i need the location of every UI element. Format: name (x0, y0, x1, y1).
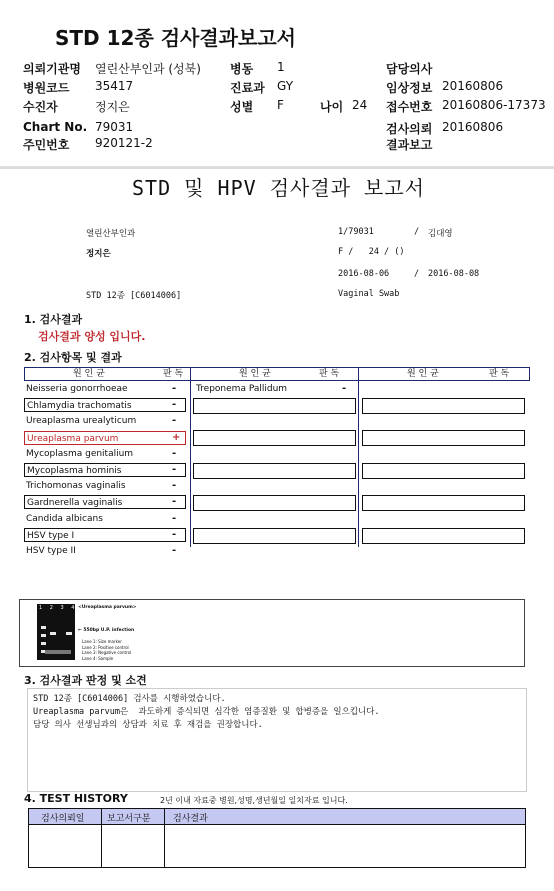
chart-value: 79031 (95, 120, 134, 134)
pathogen-row: Gardnerella vaginalis (24, 495, 186, 509)
section4-title: 4. TEST HISTORY (24, 792, 128, 805)
history-col-type: 보고서구분 (107, 814, 151, 824)
pathogen-result: - (172, 512, 177, 524)
empty-result-box (362, 398, 525, 414)
empty-result-box (362, 528, 525, 544)
id-label: 주민번호 (23, 138, 70, 152)
age-value: 24 (352, 98, 368, 112)
ward-value: 1 (277, 60, 285, 74)
sex-value: F (277, 98, 284, 112)
inst-value: 열린산부인과 (성북) (95, 62, 201, 76)
section3-title: 3. 검사결과 판정 및 소견 (24, 674, 147, 687)
col-pathogen-3: 원 인 균 (407, 369, 439, 379)
pathogen-row: HSV type II (26, 546, 76, 556)
treponema-name: Treponema Pallidum (196, 384, 288, 394)
empty-result-box (193, 430, 356, 446)
pathogen-row: Ureaplasma parvum (24, 431, 186, 445)
gel-band (50, 632, 56, 635)
pathogen-row: Ureaplasma urealyticum (26, 416, 137, 427)
table-header-col2 (190, 367, 360, 381)
opinion-line: STD 12종 [C6014006] 검사를 시행하였습니다. (33, 694, 226, 704)
pathogen-result: - (172, 464, 177, 475)
result-positive-text: 검사결과 양성 입니다. (38, 330, 146, 343)
empty-result-box (362, 495, 525, 511)
age-label: 나이 (320, 100, 344, 114)
clinical-value: 20160806 (442, 79, 504, 93)
history-divider (164, 809, 165, 867)
request-label: 검사의뢰 (386, 122, 433, 136)
pathogen-result: - (172, 480, 177, 492)
pathogen-result: - (172, 415, 177, 427)
empty-result-box (362, 463, 525, 479)
doc-title: STD 및 HPV 검사결과 보고서 (132, 176, 425, 200)
table-divider-1 (190, 367, 191, 547)
table-header-col1 (24, 367, 192, 381)
gel-legend-line: Lane 4: Sample (82, 655, 114, 661)
section1-title: 1. 검사결과 (24, 313, 83, 326)
gel-band (41, 642, 46, 645)
history-col-result: 검사결과 (173, 814, 208, 824)
info-chart: 1/79031 (338, 227, 374, 237)
empty-result-box (193, 398, 356, 414)
col-pathogen-2: 원 인 균 (239, 369, 271, 379)
gel-band (41, 634, 46, 637)
clinical-label: 임상정보 (386, 81, 433, 95)
patient-label: 수진자 (23, 100, 58, 114)
gel-band (41, 626, 46, 629)
col-result-1: 판 독 (163, 369, 184, 379)
patient-value: 정지은 (95, 100, 130, 114)
table-header-col3 (358, 367, 530, 381)
gel-legend-line: Lane 3: Negative control (82, 650, 132, 655)
gel-title: <Ureaplasma parvum> (78, 605, 137, 610)
dept-label: 진료과 (230, 81, 265, 95)
id-value: 920121-2 (95, 136, 153, 150)
history-note: 2년 이내 자료중 병원,성명,생년월일 일치자료 입니다. (160, 796, 348, 805)
history-table (28, 808, 526, 868)
info-slash-1: / (414, 227, 420, 237)
treponema-result: - (342, 383, 347, 394)
info-date-a: 2016-08-06 (338, 269, 390, 279)
pathogen-result: + (172, 431, 181, 443)
pathogen-result: - (172, 545, 177, 556)
pathogen-row: Mycoplasma genitalium (26, 448, 134, 459)
info-sex-age: F / 24 / () (338, 247, 405, 257)
info-patient: 정지은 (86, 249, 111, 259)
gel-band (66, 632, 72, 635)
opinion-line: Ureaplasma parvum은 과도하게 증식되면 심각한 염증질환 및 합병증을 일으킵니다. (33, 707, 380, 717)
table-divider-2 (358, 367, 359, 547)
gel-band-label: ← 550bp U.P. infection (78, 628, 135, 633)
pathogen-row: Chlamydia trachomatis (24, 398, 186, 412)
empty-result-box (362, 430, 525, 446)
gel-band (45, 650, 71, 654)
inst-label: 의뢰기관명 (23, 62, 81, 76)
dept-value: GY (277, 79, 294, 93)
info-test: STD 12종 [C6014006] (86, 291, 182, 301)
info-clinic: 열린산부인과 (86, 229, 136, 239)
hosp-code-value: 35417 (95, 79, 134, 93)
pathogen-row: Candida albicans (26, 513, 103, 524)
header-title: STD 12종 검사결과보고서 (55, 26, 296, 50)
request-value: 20160806 (442, 120, 504, 134)
hosp-code-label: 병원코드 (23, 81, 70, 95)
pathogen-row: Mycoplasma hominis (24, 463, 186, 477)
opinion-line: 담당 의사 선생님과의 상담과 치료 후 재검을 권장합니다. (33, 720, 263, 730)
pathogen-row: Neisseria gonorrhoeae (26, 384, 128, 394)
info-specimen: Vaginal Swab (338, 289, 400, 299)
info-slash-2: / (414, 269, 420, 279)
empty-result-box (193, 495, 356, 511)
doctor-label: 담당의사 (386, 62, 433, 76)
sex-label: 성별 (230, 100, 254, 114)
pathogen-result: - (172, 496, 177, 508)
section2-title: 2. 검사항목 및 결과 (24, 351, 122, 364)
empty-result-box (193, 528, 356, 544)
pathogen-row: HSV type I (24, 528, 186, 542)
pathogen-result: - (172, 447, 177, 459)
ward-label: 병동 (230, 62, 254, 76)
pathogen-result: - (172, 528, 177, 540)
history-col-date: 검사의뢰일 (41, 814, 85, 824)
history-divider (101, 809, 102, 867)
gel-legend-line: Lane 2: Positive control (82, 644, 129, 650)
pathogen-row: Trichomonas vaginalis (26, 481, 126, 492)
col-result-3: 판 독 (489, 369, 510, 379)
empty-result-box (193, 463, 356, 479)
receipt-label: 접수번호 (386, 100, 433, 114)
pathogen-result: - (172, 399, 177, 411)
chart-label: Chart No. (23, 120, 88, 134)
gel-image (37, 604, 78, 660)
col-result-2: 판 독 (319, 369, 340, 379)
info-doctor: 김대영 (428, 229, 453, 239)
history-table-header (29, 809, 525, 825)
gel-legend-line: Lane 1: Size marker (82, 639, 122, 644)
gel-lane-numbers: 1 2 3 4 (39, 605, 78, 611)
info-date-b: 2016-08-08 (428, 269, 480, 279)
receipt-value: 20160806-17373 (442, 98, 546, 112)
pathogen-result: - (172, 383, 177, 394)
report-label: 결과보고 (386, 138, 433, 152)
col-pathogen-1: 원 인 균 (73, 369, 105, 379)
